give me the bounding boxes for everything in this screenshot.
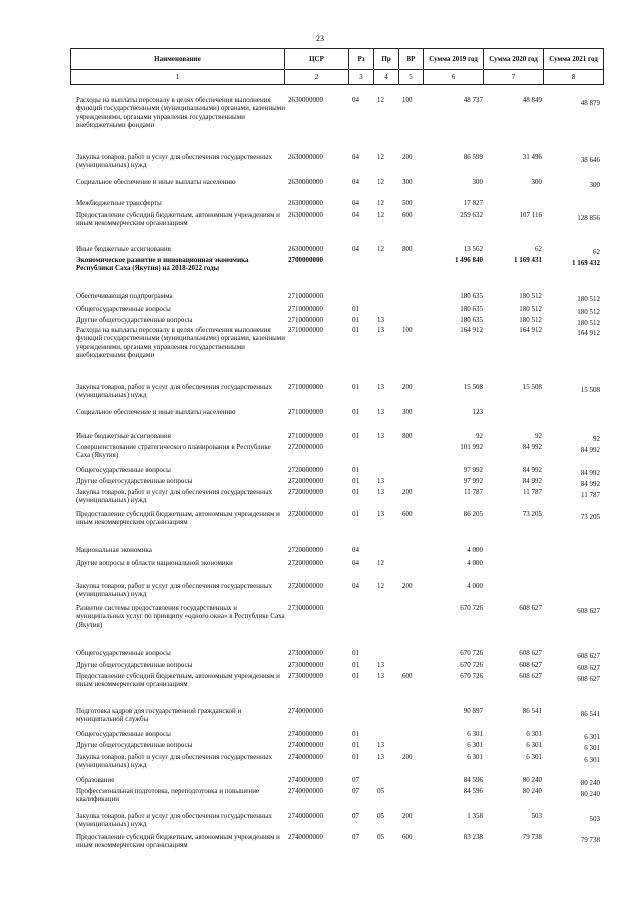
row-sum-2020: 92 bbox=[535, 432, 542, 440]
row-sum-2021: 80 240 bbox=[580, 779, 600, 787]
row-vr: 600 bbox=[402, 672, 413, 680]
col-number: 4 bbox=[374, 70, 399, 85]
row-csr: 2710000000 bbox=[288, 316, 323, 324]
row-sum-2019: 92 bbox=[476, 432, 483, 440]
col-number: 2 bbox=[285, 70, 349, 85]
row-name: Закупка товаров, работ и услуг для обеспечения государственных (муниципальных) нужд bbox=[76, 383, 273, 400]
row-sum-2021: 11 787 bbox=[581, 491, 600, 499]
row-sum-2020: 1 169 431 bbox=[514, 256, 542, 264]
row-sum-2021: 38 646 bbox=[580, 156, 600, 164]
row-csr: 2710000000 bbox=[288, 383, 323, 391]
row-rz: 01 bbox=[352, 408, 359, 416]
row-sum-2019: 86 205 bbox=[463, 510, 483, 518]
row-sum-2019: 180 635 bbox=[460, 292, 483, 300]
row-name: Национальная экономика bbox=[76, 546, 152, 554]
row-sum-2019: 6 301 bbox=[467, 741, 483, 749]
row-vr: 800 bbox=[402, 432, 413, 440]
row-vr: 500 bbox=[402, 199, 413, 207]
row-rz: 01 bbox=[352, 466, 359, 474]
row-sum-2019: 1 496 840 bbox=[455, 256, 483, 264]
row-name: Обеспечивающая подпрограмма bbox=[76, 292, 173, 300]
col-header-name: Наименование bbox=[71, 49, 285, 70]
row-sum-2020: 608 627 bbox=[519, 672, 542, 680]
row-rz: 04 bbox=[352, 178, 359, 186]
row-name: Социальное обеспечение и иные выплаты населению bbox=[76, 178, 236, 186]
row-name: Предоставление субсидий бюджетным, автономным учреждениям и иным некоммерческим организациям bbox=[76, 672, 280, 689]
row-vr: 300 bbox=[402, 178, 413, 186]
row-pr: 12 bbox=[377, 199, 384, 207]
row-sum-2019: 97 992 bbox=[463, 477, 483, 485]
row-pr: 12 bbox=[377, 559, 384, 567]
col-header-vr: ВР bbox=[399, 49, 424, 70]
row-sum-2021: 92 bbox=[593, 435, 600, 443]
row-csr: 2740000000 bbox=[288, 707, 323, 715]
row-pr: 12 bbox=[377, 211, 384, 219]
row-sum-2021: 15 508 bbox=[580, 386, 600, 394]
row-rz: 04 bbox=[352, 199, 359, 207]
row-pr: 13 bbox=[377, 741, 384, 749]
row-sum-2019: 1 358 bbox=[467, 812, 483, 820]
row-sum-2020: 80 240 bbox=[522, 776, 542, 784]
row-rz: 04 bbox=[352, 559, 359, 567]
row-name: Экономическое развитие и инновационная экономика Республики Саха (Якутия) на 2018-2022 годы bbox=[76, 256, 249, 273]
row-sum-2019: 6 301 bbox=[467, 753, 483, 761]
row-pr: 12 bbox=[377, 178, 384, 186]
row-csr: 2740000000 bbox=[288, 812, 323, 820]
row-vr: 200 bbox=[402, 488, 413, 496]
row-csr: 2720000000 bbox=[288, 582, 323, 590]
row-csr: 2630000000 bbox=[288, 245, 323, 253]
row-sum-2019: 123 bbox=[472, 408, 483, 416]
row-csr: 2710000000 bbox=[288, 408, 323, 416]
row-pr: 13 bbox=[377, 432, 384, 440]
row-csr: 2720000000 bbox=[288, 466, 323, 474]
col-header-csr: ЦСР bbox=[285, 49, 349, 70]
row-sum-2021: 84 992 bbox=[580, 480, 600, 488]
row-sum-2021: 180 512 bbox=[577, 319, 600, 327]
row-name: Подготовка кадров для государственной гражданской и муниципальной службы bbox=[76, 707, 242, 724]
row-sum-2019: 83 238 bbox=[463, 833, 483, 841]
row-sum-2019: 670 726 bbox=[460, 661, 483, 669]
row-sum-2019: 164 912 bbox=[460, 326, 483, 334]
row-sum-2019: 670 726 bbox=[460, 649, 483, 657]
col-number: 1 bbox=[71, 70, 285, 85]
row-csr: 2740000000 bbox=[288, 741, 323, 749]
row-sum-2021: 608 627 bbox=[577, 675, 600, 683]
row-sum-2020: 84 992 bbox=[522, 443, 542, 451]
row-csr: 2730000000 bbox=[288, 661, 323, 669]
row-rz: 01 bbox=[352, 326, 359, 334]
row-vr: 200 bbox=[402, 753, 413, 761]
row-sum-2019: 13 562 bbox=[463, 245, 483, 253]
row-sum-2019: 4 000 bbox=[467, 546, 483, 554]
row-pr: 13 bbox=[377, 488, 384, 496]
row-sum-2020: 180 512 bbox=[519, 316, 542, 324]
row-csr: 2730000000 bbox=[288, 649, 323, 657]
row-sum-2020: 608 627 bbox=[519, 604, 542, 612]
row-rz: 01 bbox=[352, 510, 359, 518]
row-rz: 07 bbox=[352, 776, 359, 784]
row-sum-2021: 503 bbox=[589, 815, 600, 823]
row-name: Закупка товаров, работ и услуг для обеспечения государственных (муниципальных) нужд bbox=[76, 153, 273, 170]
row-pr: 12 bbox=[377, 96, 384, 104]
row-sum-2021: 164 912 bbox=[577, 329, 600, 337]
row-csr: 2720000000 bbox=[288, 546, 323, 554]
row-name: Общегосударственные вопросы bbox=[76, 466, 171, 474]
row-sum-2019: 86 599 bbox=[463, 153, 483, 161]
row-pr: 13 bbox=[377, 672, 384, 680]
col-number: 3 bbox=[349, 70, 374, 85]
row-sum-2020: 62 bbox=[535, 245, 542, 253]
page-number: 23 bbox=[316, 34, 324, 43]
row-name: Расходы на выплаты персоналу в целях обеспечения выполнения функций государственными (муниципальными) органами, казенными учреждениями, органами управления государственными внебюджетными фондами bbox=[76, 96, 285, 130]
row-sum-2021: 80 240 bbox=[580, 790, 600, 798]
row-sum-2020: 84 992 bbox=[522, 466, 542, 474]
row-csr: 2720000000 bbox=[288, 510, 323, 518]
row-rz: 01 bbox=[352, 477, 359, 485]
row-vr: 100 bbox=[402, 96, 413, 104]
row-rz: 07 bbox=[352, 787, 359, 795]
row-sum-2021: 608 627 bbox=[577, 607, 600, 615]
row-sum-2021: 608 627 bbox=[577, 664, 600, 672]
row-csr: 2740000000 bbox=[288, 730, 323, 738]
row-sum-2021: 608 627 bbox=[577, 652, 600, 660]
row-sum-2020: 73 205 bbox=[522, 510, 542, 518]
row-sum-2020: 180 512 bbox=[519, 305, 542, 313]
row-sum-2020: 84 992 bbox=[522, 477, 542, 485]
row-name: Совершенствование стратегического планирования в Республике Саха (Якутия) bbox=[76, 443, 271, 460]
row-sum-2020: 86 541 bbox=[522, 707, 542, 715]
row-vr: 200 bbox=[402, 153, 413, 161]
row-sum-2019: 84 596 bbox=[463, 776, 483, 784]
row-sum-2019: 17 827 bbox=[463, 199, 483, 207]
row-name: Профессиональная подготовка, переподготовка и повышение квалификации bbox=[76, 787, 260, 804]
row-csr: 2630000000 bbox=[288, 96, 323, 104]
row-sum-2020: 180 512 bbox=[519, 292, 542, 300]
row-sum-2019: 97 992 bbox=[463, 466, 483, 474]
row-name: Другие общегосударственные вопросы bbox=[76, 661, 193, 669]
col-header-pr: Пр bbox=[374, 49, 399, 70]
row-sum-2020: 6 301 bbox=[526, 753, 542, 761]
row-name: Общегосударственные вопросы bbox=[76, 305, 171, 313]
row-csr: 2730000000 bbox=[288, 672, 323, 680]
row-pr: 05 bbox=[377, 787, 384, 795]
row-sum-2021: 86 541 bbox=[580, 710, 600, 718]
row-sum-2021: 84 992 bbox=[580, 469, 600, 477]
row-sum-2020: 164 912 bbox=[519, 326, 542, 334]
col-header-rz: Рз bbox=[349, 49, 374, 70]
row-rz: 04 bbox=[352, 153, 359, 161]
row-rz: 04 bbox=[352, 211, 359, 219]
row-pr: 13 bbox=[377, 408, 384, 416]
col-number: 6 bbox=[424, 70, 484, 85]
row-vr: 100 bbox=[402, 326, 413, 334]
row-name: Иные бюджетные ассигнования bbox=[76, 245, 171, 253]
row-sum-2020: 300 bbox=[531, 178, 542, 186]
row-rz: 01 bbox=[352, 649, 359, 657]
row-pr: 13 bbox=[377, 753, 384, 761]
row-pr: 05 bbox=[377, 812, 384, 820]
row-sum-2021: 73 205 bbox=[580, 513, 600, 521]
row-sum-2021: 6 301 bbox=[584, 756, 600, 764]
row-rz: 07 bbox=[352, 833, 359, 841]
row-rz: 01 bbox=[352, 316, 359, 324]
row-sum-2020: 503 bbox=[531, 812, 542, 820]
row-sum-2021: 48 879 bbox=[580, 99, 600, 107]
row-rz: 01 bbox=[352, 741, 359, 749]
row-rz: 01 bbox=[352, 730, 359, 738]
row-csr: 2740000000 bbox=[288, 776, 323, 784]
row-csr: 2730000000 bbox=[288, 604, 323, 612]
row-sum-2020: 80 240 bbox=[522, 787, 542, 795]
row-sum-2020: 107 116 bbox=[519, 211, 542, 219]
row-rz: 01 bbox=[352, 432, 359, 440]
row-sum-2019: 259 632 bbox=[460, 211, 483, 219]
row-name: Другие общегосударственные вопросы bbox=[76, 477, 193, 485]
row-rz: 04 bbox=[352, 546, 359, 554]
row-csr: 2630000000 bbox=[288, 153, 323, 161]
row-sum-2019: 6 301 bbox=[467, 730, 483, 738]
row-rz: 01 bbox=[352, 661, 359, 669]
row-name: Предоставление субсидий бюджетным, автономным учреждениям и иным некоммерческим организациям bbox=[76, 833, 280, 850]
row-name: Другие вопросы в области национальной экономики bbox=[76, 559, 233, 567]
row-vr: 600 bbox=[402, 211, 413, 219]
row-sum-2020: 6 301 bbox=[526, 741, 542, 749]
row-sum-2020: 6 301 bbox=[526, 730, 542, 738]
row-sum-2019: 15 508 bbox=[463, 383, 483, 391]
row-name: Общегосударственные вопросы bbox=[76, 649, 171, 657]
row-name: Другие общегосударственные вопросы bbox=[76, 741, 193, 749]
row-sum-2019: 90 897 bbox=[463, 707, 483, 715]
row-sum-2021: 6 301 bbox=[584, 744, 600, 752]
col-number: 8 bbox=[544, 70, 604, 85]
row-rz: 01 bbox=[352, 488, 359, 496]
row-sum-2021: 84 992 bbox=[580, 446, 600, 454]
row-pr: 12 bbox=[377, 582, 384, 590]
row-sum-2020: 15 508 bbox=[522, 383, 542, 391]
row-pr: 05 bbox=[377, 833, 384, 841]
row-csr: 2740000000 bbox=[288, 753, 323, 761]
row-sum-2019: 4 000 bbox=[467, 582, 483, 590]
row-name: Предоставление субсидий бюджетным, автономным учреждениям и иным некоммерческим организациям bbox=[76, 510, 280, 527]
row-sum-2019: 180 635 bbox=[460, 316, 483, 324]
row-csr: 2740000000 bbox=[288, 833, 323, 841]
row-sum-2019: 84 596 bbox=[463, 787, 483, 795]
row-pr: 12 bbox=[377, 245, 384, 253]
row-csr: 2710000000 bbox=[288, 326, 323, 334]
row-rz: 01 bbox=[352, 305, 359, 313]
row-rz: 04 bbox=[352, 96, 359, 104]
row-vr: 300 bbox=[402, 408, 413, 416]
row-sum-2021: 62 bbox=[593, 248, 600, 256]
row-csr: 2700000000 bbox=[288, 256, 323, 264]
row-sum-2019: 670 726 bbox=[460, 672, 483, 680]
row-name: Закупка товаров, работ и услуг для обеспечения государственных (муниципальных) нужд bbox=[76, 753, 273, 770]
row-vr: 200 bbox=[402, 812, 413, 820]
row-pr: 13 bbox=[377, 477, 384, 485]
row-rz: 01 bbox=[352, 753, 359, 761]
col-header-sum-2021: Сумма 2021 год bbox=[544, 49, 604, 70]
row-csr: 2710000000 bbox=[288, 432, 323, 440]
row-name: Социальное обеспечение и иные выплаты населению bbox=[76, 408, 236, 416]
row-rz: 01 bbox=[352, 672, 359, 680]
row-name: Иные бюджетные ассигнования bbox=[76, 432, 171, 440]
row-rz: 01 bbox=[352, 383, 359, 391]
row-name: Межбюджетные трансферты bbox=[76, 199, 162, 207]
row-pr: 13 bbox=[377, 326, 384, 334]
row-sum-2019: 48 737 bbox=[463, 96, 483, 104]
row-sum-2019: 180 635 bbox=[460, 305, 483, 313]
col-header-sum-2020: Сумма 2020 год bbox=[484, 49, 544, 70]
row-name: Расходы на выплаты персоналу в целях обеспечения выполнения функций государственными (муниципальными) органами, казенными учреждениями, органами управления государственными внебюджетными фондами bbox=[76, 326, 285, 360]
row-sum-2021: 300 bbox=[589, 181, 600, 189]
row-vr: 600 bbox=[402, 833, 413, 841]
row-sum-2020: 11 787 bbox=[523, 488, 542, 496]
row-csr: 2720000000 bbox=[288, 559, 323, 567]
row-name: Другие общегосударственные вопросы bbox=[76, 316, 193, 324]
col-number: 5 bbox=[399, 70, 424, 85]
row-name: Предоставление субсидий бюджетным, автономным учреждениям и иным некоммерческим организациям bbox=[76, 211, 280, 228]
row-sum-2020: 48 849 bbox=[522, 96, 542, 104]
row-pr: 13 bbox=[377, 510, 384, 518]
row-csr: 2710000000 bbox=[288, 292, 323, 300]
row-vr: 800 bbox=[402, 245, 413, 253]
row-name: Закупка товаров, работ и услуг для обеспечения государственных (муниципальных) нужд bbox=[76, 812, 273, 829]
row-csr: 2630000000 bbox=[288, 178, 323, 186]
row-csr: 2630000000 bbox=[288, 199, 323, 207]
row-pr: 13 bbox=[377, 316, 384, 324]
row-csr: 2740000000 bbox=[288, 787, 323, 795]
row-pr: 13 bbox=[377, 383, 384, 391]
row-sum-2021: 6 301 bbox=[584, 733, 600, 741]
row-rz: 04 bbox=[352, 245, 359, 253]
row-vr: 200 bbox=[402, 582, 413, 590]
row-sum-2020: 79 738 bbox=[522, 833, 542, 841]
row-csr: 2710000000 bbox=[288, 305, 323, 313]
row-name: Закупка товаров, работ и услуг для обеспечения государственных (муниципальных) нужд bbox=[76, 582, 273, 599]
row-csr: 2720000000 bbox=[288, 477, 323, 485]
col-header-sum-2019: Сумма 2019 год bbox=[424, 49, 484, 70]
row-name: Общегосударственные вопросы bbox=[76, 730, 171, 738]
row-rz: 07 bbox=[352, 812, 359, 820]
row-vr: 200 bbox=[402, 383, 413, 391]
row-sum-2021: 128 856 bbox=[577, 214, 600, 222]
row-pr: 12 bbox=[377, 153, 384, 161]
row-csr: 2720000000 bbox=[288, 443, 323, 451]
row-name: Закупка товаров, работ и услуг для обеспечения государственных (муниципальных) нужд bbox=[76, 488, 273, 505]
row-pr: 13 bbox=[377, 661, 384, 669]
row-sum-2021: 180 512 bbox=[577, 295, 600, 303]
row-sum-2019: 300 bbox=[472, 178, 483, 186]
row-sum-2021: 180 512 bbox=[577, 308, 600, 316]
row-sum-2019: 670 726 bbox=[460, 604, 483, 612]
row-sum-2019: 101 992 bbox=[460, 443, 483, 451]
row-vr: 600 bbox=[402, 510, 413, 518]
row-sum-2021: 1 169 432 bbox=[572, 259, 600, 267]
row-rz: 04 bbox=[352, 582, 359, 590]
row-sum-2019: 11 787 bbox=[464, 488, 483, 496]
row-name: Развитие системы предоставления государственных и муниципальных услуг по принципу «одного окна» в Республике Саха (Якутия) bbox=[76, 604, 285, 629]
col-number: 7 bbox=[484, 70, 544, 85]
row-csr: 2720000000 bbox=[288, 488, 323, 496]
row-sum-2020: 608 627 bbox=[519, 649, 542, 657]
row-sum-2020: 31 496 bbox=[522, 153, 542, 161]
row-sum-2021: 79 738 bbox=[580, 836, 600, 844]
row-sum-2019: 4 000 bbox=[467, 559, 483, 567]
row-csr: 2630000000 bbox=[288, 211, 323, 219]
row-name: Образование bbox=[76, 776, 115, 784]
row-sum-2020: 608 627 bbox=[519, 661, 542, 669]
